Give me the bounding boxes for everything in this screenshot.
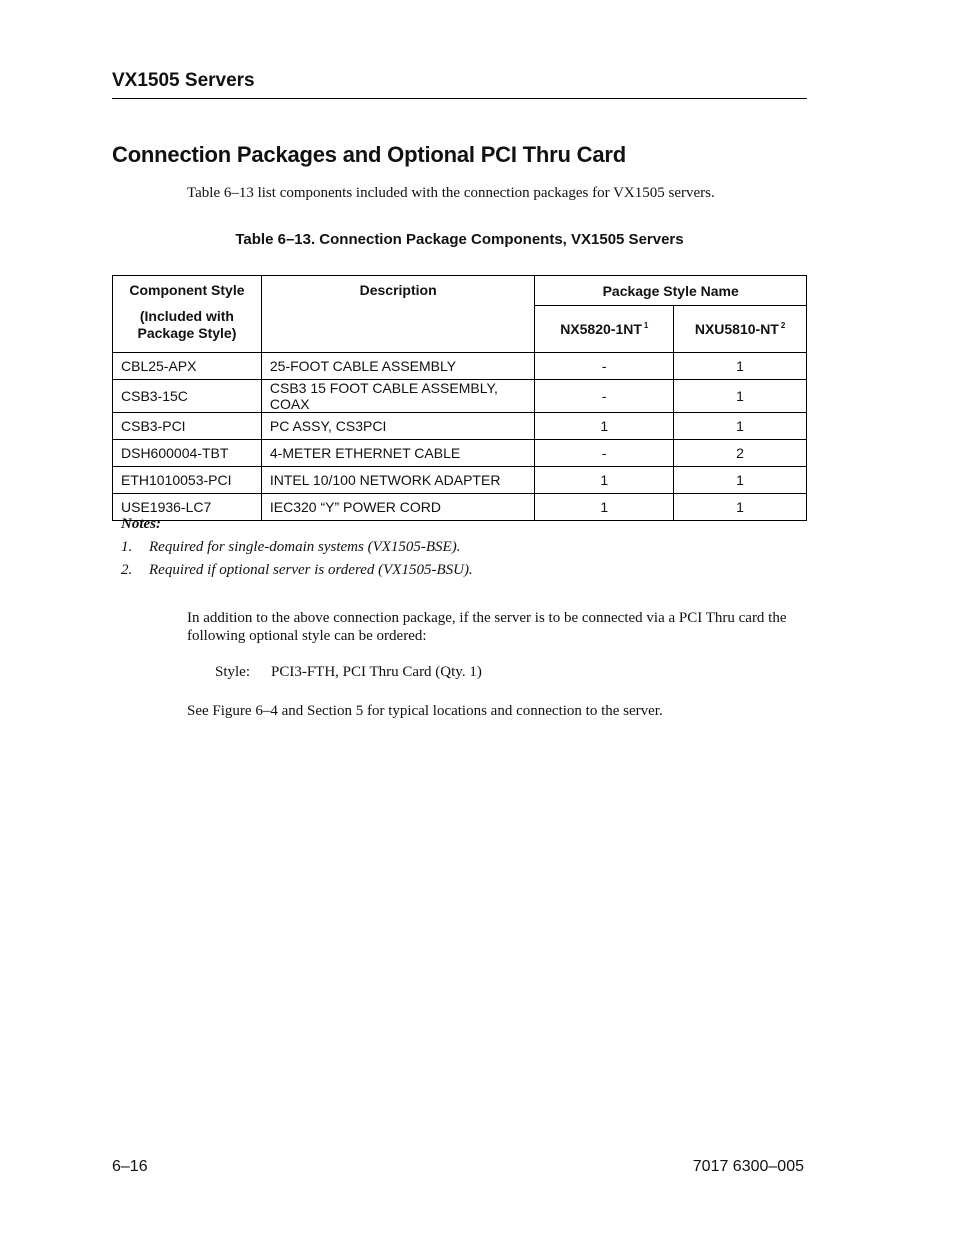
header-package-style-name: Package Style Name [535, 276, 807, 306]
connection-package-table [112, 275, 807, 521]
header-pkg2 [674, 306, 807, 353]
note-number: 1. [121, 539, 133, 555]
cell-pkg2-qty: 1 [674, 380, 807, 413]
note-number: 2. [121, 562, 133, 578]
cell-description: INTEL 10/100 NETWORK ADAPTER [261, 467, 535, 494]
note-item [121, 539, 460, 556]
header-pkg1 [535, 306, 674, 353]
table-row [113, 353, 807, 380]
table-caption: Table 6–13. Connection Package Components, VX1505 Servers [235, 231, 684, 248]
style-value: PCI3-FTH, PCI Thru Card (Qty. 1) [271, 664, 482, 680]
table-row [113, 440, 807, 467]
table-row [113, 467, 807, 494]
footnote-ref-1: 1 [643, 321, 649, 330]
table-row [113, 494, 807, 521]
cell-pkg2-qty: 1 [674, 353, 807, 380]
table-row [113, 380, 807, 413]
cell-component: CSB3-15C [113, 380, 262, 413]
cell-pkg1-qty: 1 [535, 494, 674, 521]
intro-paragraph: Table 6–13 list components included with the connection packages for VX1505 servers. [187, 185, 715, 201]
notes-title: Notes: [121, 516, 161, 532]
header-component-style-label: Component Style [129, 282, 245, 298]
cell-description: 25-FOOT CABLE ASSEMBLY [261, 353, 535, 380]
cell-pkg1-qty: - [535, 380, 674, 413]
page-number: 6–16 [112, 1158, 148, 1175]
body-paragraph-pci-thru: In addition to the above connection package, if the server is to be connected via a PCI Thru card the following optional style can be ordered: [187, 610, 787, 644]
header-pkg1-label: NX5820-1NT [560, 321, 642, 337]
cell-pkg1-qty: - [535, 440, 674, 467]
header-component-style [113, 276, 262, 353]
cell-component: DSH600004-TBT [113, 440, 262, 467]
cell-pkg1-qty: 1 [535, 467, 674, 494]
cell-description: CSB3 15 FOOT CABLE ASSEMBLY, COAX [261, 380, 535, 413]
body-paragraph-see-figure: See Figure 6–4 and Section 5 for typical locations and connection to the server. [187, 703, 663, 719]
cell-pkg2-qty: 1 [674, 494, 807, 521]
header-description: Description [261, 276, 535, 353]
cell-pkg1-qty: - [535, 353, 674, 380]
cell-pkg2-qty: 2 [674, 440, 807, 467]
header-rule [112, 98, 807, 99]
cell-pkg1-qty: 1 [535, 413, 674, 440]
style-label: Style: [215, 664, 251, 680]
cell-description: IEC320 “Y” POWER CORD [261, 494, 535, 521]
cell-component: USE1936-LC7 [113, 494, 262, 521]
note-text: Required if optional server is ordered (VX1505-BSU). [149, 562, 473, 578]
document-number: 7017 6300–005 [692, 1158, 804, 1175]
cell-description: 4-METER ETHERNET CABLE [261, 440, 535, 467]
section-title: Connection Packages and Optional PCI Thru Card [112, 142, 626, 167]
note-text: Required for single-domain systems (VX1505-BSE). [149, 539, 461, 555]
header-component-style-sub: (Included with Package Style) [137, 308, 237, 341]
cell-component: ETH1010053-PCI [113, 467, 262, 494]
table-row [113, 413, 807, 440]
running-header-title: VX1505 Servers [112, 70, 255, 91]
cell-pkg2-qty: 1 [674, 413, 807, 440]
footnote-ref-2: 2 [780, 321, 786, 330]
cell-description: PC ASSY, CS3PCI [261, 413, 535, 440]
header-pkg2-label: NXU5810-NT [694, 321, 779, 337]
note-item [121, 562, 473, 579]
cell-pkg2-qty: 1 [674, 467, 807, 494]
style-line [215, 664, 482, 681]
cell-component: CSB3-PCI [113, 413, 262, 440]
cell-component: CBL25-APX [113, 353, 262, 380]
